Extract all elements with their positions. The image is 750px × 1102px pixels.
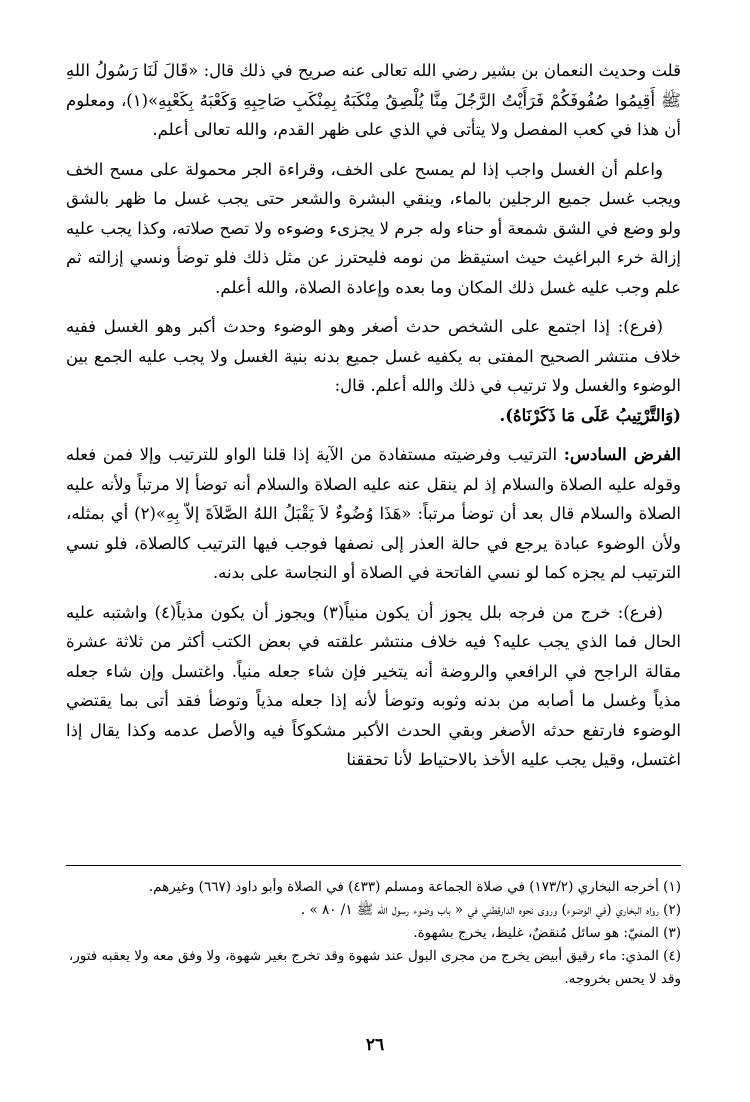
footnote-1: (١) أخرجه البخاري (١٧٣/٢) في صلاة الجماعة ومسلم (٤٣٣) في الصلاة وأبو داود (٦٦٧) وغيرهم. (148, 879, 681, 895)
footnote-3: (٣) المنيّ: هو سائل مُنقضٌ، غليظ، يخرج بشهوة. (413, 925, 681, 941)
matn-quote: (وَالتَّرْتِيبُ عَلَى مَا ذَكَرْنَاهُ). (499, 405, 681, 425)
footnote-4: (٤) المذي: ماء رقيق أبيض يخرج من مجرى البول عند شهوة وقد تخرج بغير شهوة، ولا وفق معه ولا يعقبه فتور، وقد لا يحس بخروجه. (68, 948, 681, 987)
paragraph-6: (فرع): خرج من فرجه بلل يجوز أن يكون منياً(٣) ويجوز أن يكون مذياً(٤) واشتبه عليه الحال فما الذي يجب عليه؟ فيه خلاف منتشر علقته في بعض الكتب أكثر من ثلاثة عشرة مقالة الراجح في الرافعي والروضة أنه يتخير فإن شاء جعله منياً. واغتسل وإن شاء جعله مذياً وغسل ما أصابه من بدنه وثوبه وتوضأ لأنه إذا جعله مذياً وتوضأ فقد أتى بما يقتضي الوضوء فارتفع حدثه الأصغر وبقي الحدث الأكبر مشكوكاً فيه والأصل عدمه وكذا يقال إذا اغتسل، وقيل يجب عليه الأخذ بالاحتياط لأنا تحققنا (66, 602, 681, 769)
paragraph-5-text: الترتيب وفرضيته مستفادة من الآية إذا قلنا الواو للترتيب وإلا فمن فعله وقوله عليه الصلاة والسلام إذ لم ينقل عنه عليه الصلاة والسلام أنه توضأ إلا مرتباً ولأنه عليه الصلاة والسلام قال بعد أن توضأ مرتباً: «هَذَا وُضُوءٌ لاَ يَقْبَلُ اللهُ الصَّلاَةَ إلاّ بِهِ»(٢) أي بمثله، ولأن الوضوء عبادة يرجع في حالة العذر إلى نصفها فوجب فيها الترتيب كالصلاة، فلو نسي الترتيب لم يجزه كما لو نسي الفاتحة في الصلاة أو النجاسة على بدنه. (66, 445, 681, 582)
page-number: ٢٦ (365, 1035, 385, 1055)
paragraph-3: (فرع): إذا اجتمع على الشخص حدث أصغر وهو الوضوء وحدث أكبر وهو الغسل ففيه خلاف منتشر الصحيح المفتى به يكفيه غسل جميع بدنه بنية الغسل ولا يجب عليه الجمع بين الوضوء والغسل ولا ترتيب في ذلك والله أعلم. قال: (66, 317, 681, 395)
footnote-divider (66, 865, 681, 866)
section-heading: الفرض السادس: (563, 445, 681, 464)
paragraph-2: واعلم أن الغسل واجب إذا لم يمسح على الخف، وقراءة الجر محمولة على مسح الخف ويجب غسل جميع الرجلين بالماء، وينقي البشرة والشعر حتى يجب غسل ما ظهر بالشق ولو وضع في الشق شمعة أو حناء وله جرم لا يجزىء وضوءه ولا تصح صلاته، وكذا يجب عليه إزالة خرء البراغيث حيث استيقظ من نومه فليحترز عن مثل ذلك فلو توضأ ونسي إزالته ثم علم وجب عليه غسل ذلك المكان وما بعده وإعادة الصلاة، والله أعلم. (66, 159, 681, 297)
footnotes (66, 876, 681, 991)
paragraph-1: قلت وحديث النعمان بن بشير رضي الله تعالى عنه صريح في ذلك قال: «قَالَ لَنَا رَسُولُ اللهِ ﷺ أَقِيمُوا صُفُوفَكُمْ فَرَأَيْتُ الرَّجُلَ مِنَّا يُلْصِقُ مِنْكَبَهُ بِمِنْكَبِ صَاحِبِهِ وَكَعْبَهُ بِكَعْبِهِ»(١)، ومعلوم أن هذا في كعب المفصل ولا يتأتى في الذي على ظهر القدم، والله تعالى أعلم. (66, 61, 681, 139)
main-text (66, 56, 681, 775)
paragraph-5 (66, 440, 681, 588)
footnote-2: (٢) رواه البخاري (في الوضوء) وروى نحوه الدارقطني في « باب وضوء رسول الله ﷺ ١/ ٨٠ » . (300, 902, 681, 918)
